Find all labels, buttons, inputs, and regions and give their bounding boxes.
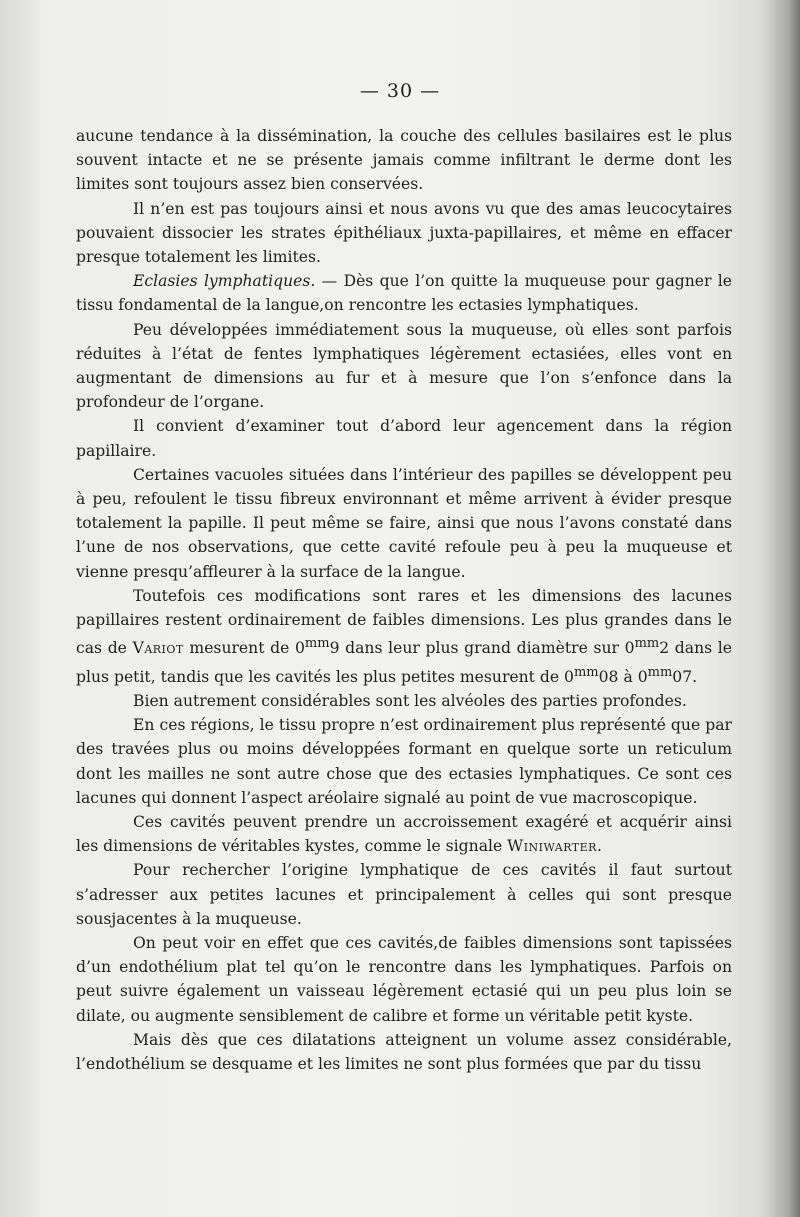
paragraph <box>76 810 732 858</box>
body-text <box>76 124 732 1076</box>
paragraph-text: aucune tendance à la dissémination, la couche des cellules basilaires est le plus souvent intacte et ne se présente jamais comme infiltrant le derme dont les limites sont toujours assez bien conservées. <box>76 127 732 194</box>
paragraph <box>76 713 732 810</box>
paragraph <box>76 858 732 931</box>
paragraph-text: Il convient d’examiner tout d’abord leur agencement dans la région papillaire. <box>76 417 732 460</box>
paragraph <box>76 124 732 197</box>
unit-superscript: mm <box>647 664 673 680</box>
paragraph-text: mesurent de 0 <box>183 639 305 658</box>
unit-superscript: mm <box>634 636 660 652</box>
paragraph <box>76 318 732 415</box>
paragraph-text: En ces régions, le tissu propre n’est ordinairement plus représenté que par des travées plus ou moins développées formant en quelque sorte un reticulum dont les mailles ne sont autre chose que des ectasies lymphatiques. Ce sont ces lacunes qui donnent l’aspect aréolaire signalé au point de vue macroscopique. <box>76 716 732 807</box>
paragraph-text: Mais dès que ces dilatations atteignent un volume assez considérable, l’endothélium se desquame et les limites ne sont plus formées que par du tissu <box>76 1030 732 1074</box>
author-name: Variot <box>132 639 184 658</box>
paragraph <box>76 269 732 317</box>
paragraph <box>76 414 732 462</box>
paragraph-text: Pour rechercher l’origine lymphatique de ces cavités il faut surtout s’adresser aux petites lacunes et principalement à celles qui sont presque sousjacentes à la muqueuse. <box>76 861 732 928</box>
paragraph <box>76 689 732 713</box>
paragraph-text: Toutefois ces modifications sont rares et les dimensions des lacunes papillaires restent ordinairement de faibles dimensions. Les plus grandes dans le cas de <box>76 586 732 658</box>
unit-superscript: mm <box>573 664 599 680</box>
unit-superscript: mm <box>304 636 330 652</box>
paragraph-text: 08 à 0 <box>598 667 648 686</box>
paragraph-text: Bien autrement considérables sont les alvéoles des parties profondes. <box>133 692 687 711</box>
paragraph-text: . <box>596 837 602 856</box>
author-name: Winiwarter <box>507 837 597 856</box>
paragraph-text: Peu développées immédiatement sous la muqueuse, où elles sont parfois réduites à l’état de fentes lymphatiques légèrement ectasiées, elles vont en augmentant de dimensions au fur et à mesure que l’on s’enfonce dans la profondeur de l’organe. <box>76 320 732 412</box>
paragraph-text: Ces cavités peuvent prendre un accroissement exagéré et acquérir ainsi les dimensions de véritables kystes, comme le signale <box>76 813 732 856</box>
paragraph-text: 2 dans le plus petit, tandis que les cavités les plus petites mesurent de 0 <box>76 639 732 686</box>
paragraph <box>76 931 732 1028</box>
paragraph-text: Il n’en est pas toujours ainsi et nous avons vu que des amas leucocytaires pouvaient dissocier les strates épithéliaux juxta-papillaires, et même en effacer presque totalement les limites. <box>76 199 732 267</box>
paragraph-text: 9 dans leur plus grand diamètre sur 0 <box>329 639 635 658</box>
paragraph <box>76 584 732 689</box>
paragraph <box>76 197 732 270</box>
page-number: — 30 — <box>359 80 441 102</box>
page-edge-shadow <box>762 0 800 1217</box>
paragraph-text: — Dès que l’on quitte la muqueuse pour gagner le tissu fondamental de la langue,on rencontre les ectasies lymphatiques. <box>76 272 733 315</box>
paragraph-text: 07. <box>672 667 698 686</box>
paragraph <box>76 463 732 584</box>
paragraph-text: On peut voir en effet que ces cavités,de faibles dimensions sont tapissées d’un endothélium plat tel qu’on le rencontre dans les lymphatiques. Parfois on peut suivre également un vaisseau légèrement ectasié qui un peu plus loin se dilate, ou augmente sensiblement de calibre et forme un véritable petit kyste. <box>76 934 732 1025</box>
italic-heading: Eclasies lymphatiques. <box>133 272 316 291</box>
paragraph <box>76 1028 732 1076</box>
paragraph-text: Certaines vacuoles situées dans l’intérieur des papilles se développent peu à peu, refoulent le tissu fibreux environnant et même arrivent à évider presque totalement la papille. Il peut même se faire, ainsi que nous l’avons constaté dans l’une de nos observations, que cette cavité refoule peu à peu la muqueuse et vienne presqu’affleurer à la surface de la langue. <box>76 465 732 581</box>
